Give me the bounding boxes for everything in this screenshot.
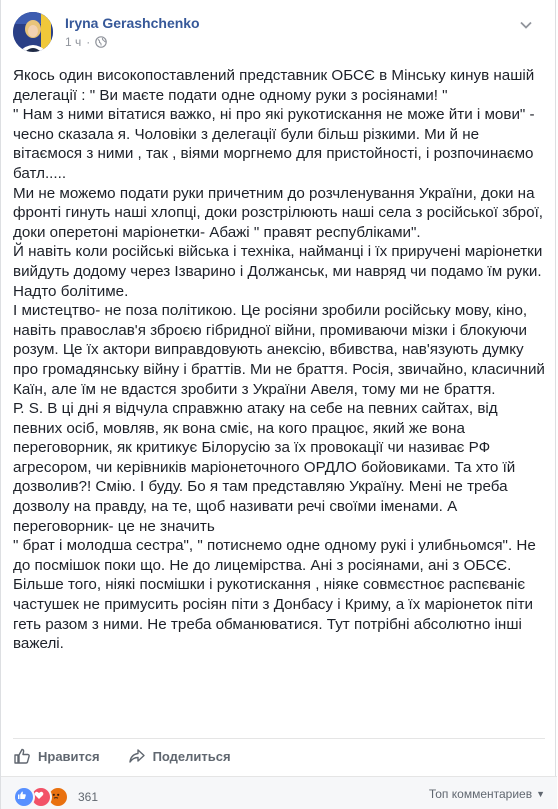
share-button-label: Поделиться [152,748,231,764]
thumbs-up-icon [13,747,31,765]
post-text: Якось один високопоставлений представник ОБСЄ в Мінську кинув нашій делегації : " Ви маєте подати одне одному руки з росіянами! " " Нам з ними вітатися важко, ні про які рукотискання не може йти і мови" - чесно сказала я. Чоловіки з делегації були більш різкими. Ми й не вітаємося з ними , так , віями моргнемо для пристойності, і розпочинаємо батл..... Ми не можемо подати руки причетним до розчленування України, доки на фронті гинуть наші хлопці, доки розстрілюють наші села з російської зброї, доки оперетоні маріонетки- Абажі " правят республіками". Й навіть коли російські війська і техніка, найманці і їх приручені маріонетки вийдуть додому через Ізварино і Должанськ, ми навряд чи подамо їм руки. Надто болітиме. І мистецтво- не поза політикою. Це росіяни зробили російську мову, кіно, навіть православ'я зброєю гібридної війни, промиваючи мізки і блокуючи розум. Це їх актори виправдовують анексію, вбивства, нав'язують думку про громадянську війну і браттів. Ми не браття. Росія, звичайно, класичний Каїн, але їм не вдастся зробити з України Авеля, тому ми не браття. Р. S. В ці дні я відчула справжню атаку на себе на певних сайтах, від певних осіб, мовляв, як вона сміє, на кого працює, який же вона переговорник, як критикує Білорусію за їх провокації чи називає РФ агресором, чи керівників маріонеточного ОРДЛО бойовиками. Та хто їй дозволив?! Смію. І буду. Бо я там представляю Україну. Мені не треба дозволу на правду, на те, щоб називати речі своїми іменами. А переговорник- це не значить " брат і молодша сестра", " потиснемо одне одному рукі і улибньомся". Не до посмішок поки що. Не до лицемірства. Ані з росіянами, ані з ОБСЄ. Більше того, ніякі посмішки і рукотискання , ніяке совмєстноє распєваніє частушек не примусить росіян піти з Донбасу і Криму, а їх маріонеток піти геть разом з ними. Не треба обманюватися. Тут потрібні абсолютно інші важелі. [13,67,545,653]
post-time-link[interactable]: 1 ч [65,35,82,49]
globe-icon[interactable] [95,36,107,48]
author-name-link[interactable]: Iryna Gerashchenko [65,15,200,31]
post-actions-bar [13,738,545,773]
comment-sort-label: Топ комментариев [428,787,533,801]
like-button-label: Нравится [38,748,100,764]
caret-down-icon: ▼ [536,789,545,799]
post-meta [65,35,107,49]
post-footer [1,776,557,809]
avatar-photo-icon [13,12,53,52]
chevron-down-icon[interactable] [519,18,533,32]
meta-separator: · [86,35,91,49]
like-button[interactable] [13,740,100,772]
like-reaction-icon [13,786,35,808]
post-header [13,12,533,58]
comment-sort-dropdown[interactable] [429,787,545,801]
reactions-summary[interactable] [13,786,98,808]
share-button[interactable] [128,740,231,772]
avatar[interactable] [13,12,53,52]
share-arrow-icon [128,747,146,765]
reaction-count: 361 [78,790,99,804]
